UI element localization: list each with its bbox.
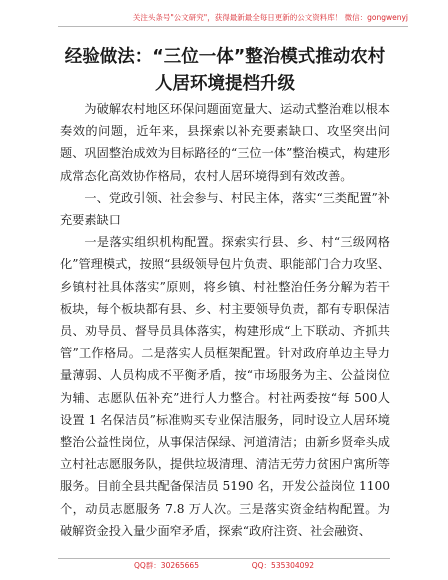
footer-bar bbox=[58, 558, 390, 573]
document-title: 经验做法：“三位一体”整治模式推动农村人居环境提档升级 bbox=[64, 47, 386, 94]
paragraph-intro: 为破解农村地区环保问题面宽量大、运动式整治难以根本奏效的问题，近年来，县探索以补充要素缺口、攻坚突出问题、巩固整治成效为目标路径的“三位一体”整治模式，构建形成常态化高效协作格局，农村人居环境得到有效改善。 bbox=[60, 102, 390, 183]
header-banner bbox=[58, 12, 408, 27]
footer-qq: QQ：535304092 bbox=[251, 561, 315, 570]
document-body bbox=[60, 98, 390, 542]
footer-qq-group: QQ群：30265665 bbox=[133, 561, 199, 570]
header-notice: 关注头条号"公文研究"，获得最新最全每日更新的公文资料库！ 微信：gongwenyj bbox=[132, 13, 408, 22]
section-heading: 一、党政引领、社会参与、村民主体，落实“三类配置”补充要素缺口 bbox=[60, 190, 390, 228]
paragraph-body: 一是落实组织机构配置。探索实行县、乡、村“三级网格化”管理模式，按照“县级领导包片负责、职能部门合力攻坚、乡镇村社具体落实”原则，将乡镇、村社整治任务分解为若干板块，每个板块都有县、乡、村主要领导负责，都有专职保洁员、劝导员、督导员具体落实，构建形成“上下联动、齐抓共管”工作格局。二是落实人员框架配置。针对政府单边主导力量薄弱、人员构成不平衡矛盾，按“市场服务为主、公益岗位为辅、志愿队伍补充”进行人力整合。村社两委按“每 500人设置 1 名保洁员”标准购买专业保洁服务，同时设立人居环境整治公益性岗位，从事保洁保绿、河道清洁；由新乡贤牵头成立村社志愿服务队，提供垃圾清理、清洁无劳力贫困户寓所等服务。目前全县共配备保洁员 5190 名，开发公益岗位 1100 个，动员志愿服务 7.8 万人次。三是落实资金结构配置。为破解资金投入量少面窄矛盾，探索“政府注资、社会融资、 bbox=[60, 235, 390, 538]
